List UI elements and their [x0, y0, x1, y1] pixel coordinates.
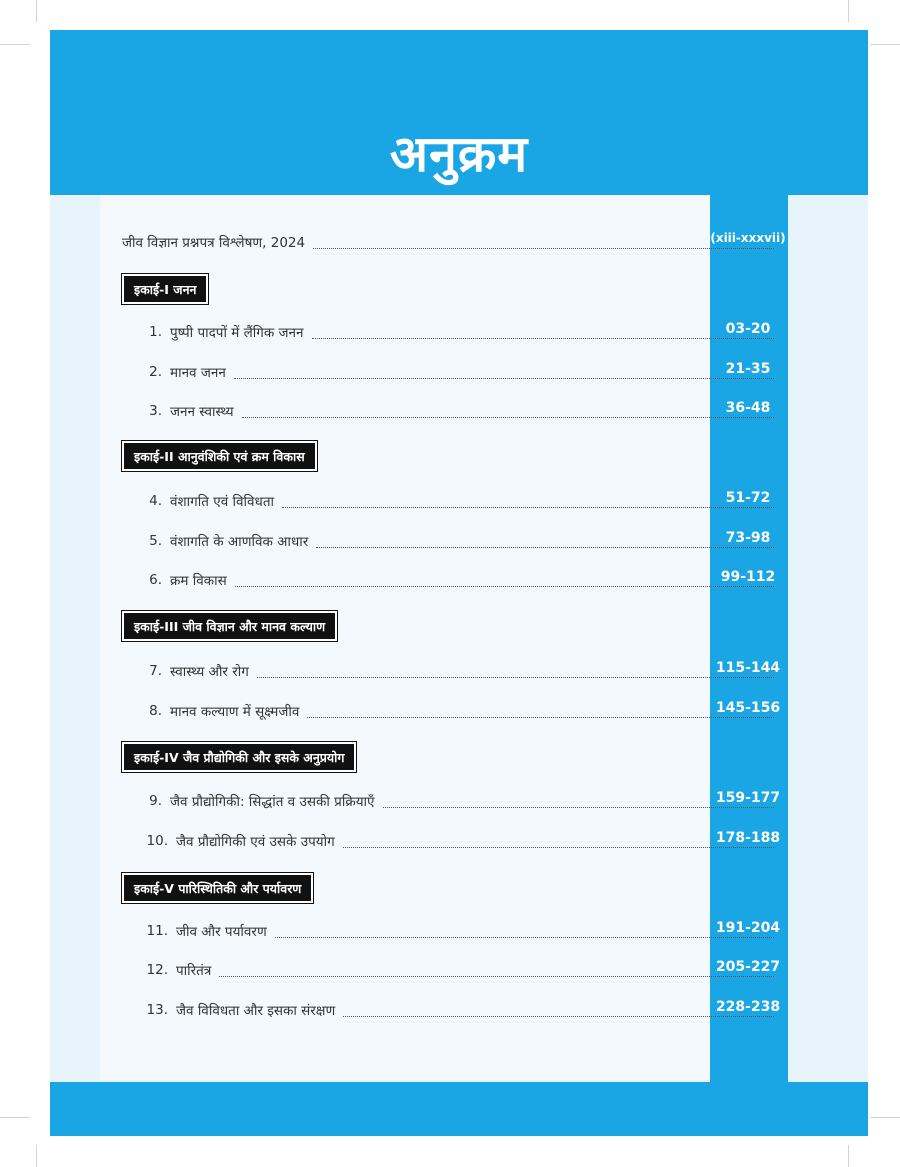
chapter-number: 10.: [146, 833, 168, 849]
toc-row[interactable]: [122, 659, 782, 683]
chapter-number: 2.: [149, 364, 162, 380]
crop-mark: [36, 0, 37, 22]
chapter-title: जैव विविधता और इसका संरक्षण: [176, 1003, 336, 1019]
crop-mark: [848, 0, 849, 22]
chapter-title: वंशागति के आणविक आधार: [170, 534, 309, 550]
dot-leader: [313, 236, 774, 249]
contents-page: [50, 30, 868, 1136]
unit-heading-3: इकाई-III जीव विज्ञान और मानव कल्याण: [122, 611, 337, 641]
chapter-title: जनन स्वास्थ्य: [170, 404, 234, 420]
chapter-title: पारितंत्र: [176, 963, 212, 979]
crop-mark: [870, 1117, 900, 1118]
toc-row[interactable]: [122, 919, 782, 943]
chapter-pages: 228-238: [715, 999, 781, 1015]
toc-row[interactable]: [122, 699, 782, 723]
chapter-title: जैव प्रौद्योगिकी एवं उसके उपयोग: [176, 834, 335, 850]
toc-row[interactable]: [122, 829, 782, 853]
chapter-number: 6.: [149, 572, 162, 588]
dot-leader: [235, 574, 774, 587]
chapter-number: 4.: [149, 493, 162, 509]
chapter-title: मानव कल्याण में सूक्ष्मजीव: [170, 704, 300, 720]
dot-leader: [219, 964, 774, 977]
chapter-pages: 205-227: [715, 959, 781, 975]
toc-row[interactable]: [122, 360, 782, 384]
unit-heading-2: इकाई-II आनुवंशिकी एवं क्रम विकास: [122, 441, 317, 471]
chapter-pages: 178-188: [715, 830, 781, 846]
chapter-pages: 21-35: [725, 361, 771, 377]
dot-leader: [242, 405, 774, 418]
dot-leader: [275, 925, 774, 938]
toc-row[interactable]: [122, 529, 782, 553]
dot-leader: [307, 705, 774, 718]
chapter-pages: 73-98: [725, 530, 771, 546]
crop-mark: [0, 44, 30, 45]
unit-heading-1: इकाई-I जनन: [122, 274, 208, 304]
toc-row[interactable]: [122, 489, 782, 513]
chapter-pages: 51-72: [725, 490, 771, 506]
chapter-title: स्वास्थ्य और रोग: [170, 664, 249, 680]
unit-heading-4: इकाई-IV जैव प्रौद्योगिकी और इसके अनुप्रयोग: [122, 742, 356, 772]
crop-mark: [870, 44, 900, 45]
chapter-pages: 115-144: [715, 660, 781, 676]
toc-row[interactable]: [122, 958, 782, 982]
header-band: [50, 30, 868, 195]
toc-intro-page: (xiii-xxxvii): [710, 231, 786, 245]
toc-row[interactable]: [122, 320, 782, 344]
chapter-number: 11.: [146, 923, 168, 939]
chapter-pages: 36-48: [725, 400, 771, 416]
dot-leader: [282, 495, 774, 508]
chapter-title: वंशागति एवं विविधता: [170, 494, 275, 510]
chapter-pages: 03-20: [725, 321, 771, 337]
chapter-number: 1.: [149, 324, 162, 340]
chapter-number: 12.: [146, 962, 168, 978]
chapter-number: 7.: [149, 663, 162, 679]
chapter-number: 5.: [149, 533, 162, 549]
chapter-pages: 145-156: [715, 700, 781, 716]
toc-row[interactable]: [122, 568, 782, 592]
chapter-pages: 191-204: [715, 920, 781, 936]
chapter-number: 8.: [149, 703, 162, 719]
toc-intro-label: जीव विज्ञान प्रश्नपत्र विश्लेषण, 2024: [122, 235, 306, 251]
chapter-title: जैव प्रौद्योगिकी: सिद्धांत व उसकी प्रक्रियाएँ: [170, 794, 375, 810]
chapter-title: पुष्पी पादपों में लैंगिक जनन: [170, 325, 304, 341]
chapter-pages: 99-112: [720, 569, 776, 585]
chapter-number: 9.: [149, 793, 162, 809]
dot-leader: [257, 665, 774, 678]
toc-row[interactable]: [122, 789, 782, 813]
dot-leader: [234, 366, 774, 379]
toc-row[interactable]: [122, 399, 782, 423]
dot-leader: [312, 326, 774, 339]
crop-mark: [36, 1145, 37, 1167]
page-title: अनुक्रम: [389, 125, 529, 183]
chapter-title: मानव जनन: [170, 365, 226, 381]
unit-heading-5: इकाई-V पारिस्थितिकी और पर्यावरण: [122, 873, 313, 903]
footer-band: [50, 1082, 868, 1136]
chapter-title: जीव और पर्यावरण: [176, 924, 267, 940]
crop-mark: [0, 1117, 30, 1118]
toc-row-intro[interactable]: [122, 230, 786, 254]
toc-row[interactable]: [122, 998, 782, 1022]
chapter-title: क्रम विकास: [170, 573, 227, 589]
dot-leader: [316, 535, 774, 548]
chapter-number: 13.: [146, 1002, 168, 1018]
crop-mark: [848, 1145, 849, 1167]
chapter-pages: 159-177: [715, 790, 781, 806]
chapter-number: 3.: [149, 403, 162, 419]
